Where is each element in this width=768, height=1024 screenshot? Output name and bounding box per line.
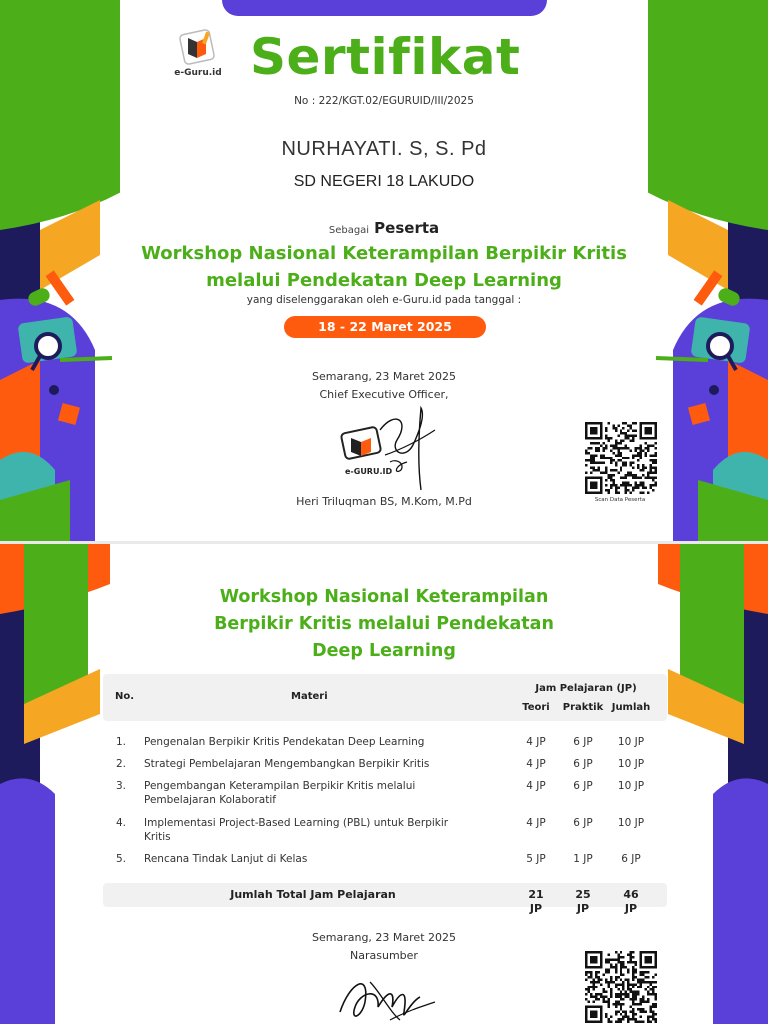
qr-code-icon[interactable] [585, 422, 657, 494]
row-praktik: 6 JP [573, 758, 593, 770]
header-materi: Materi [291, 691, 328, 702]
row-teori: 4 JP [526, 817, 546, 829]
header-jumlah: Jumlah [611, 702, 651, 713]
row-teori: 4 JP [526, 758, 546, 770]
row-teori: 4 JP [526, 780, 546, 792]
row-materi: Pengembangan Keterampilan Berpikir Kritis melalui Pembelajaran Kolaboratif [144, 780, 416, 806]
header-praktik: Praktik [562, 702, 604, 713]
row-no: 1. [116, 736, 127, 748]
stamp-text: e-GURU.ID [345, 467, 393, 476]
header-no: No. [115, 691, 135, 702]
recipient-school: SD NEGERI 18 LAKUDO [293, 173, 475, 190]
curriculum-title: Workshop Nasional Keterampilan Berpikir Kritis melalui Pendekatan Deep Learning [214, 587, 554, 661]
qr-code-icon[interactable] [585, 951, 657, 1023]
row-praktik: 6 JP [573, 817, 593, 829]
book-logo-icon [168, 26, 228, 68]
certificate-number: No : 222/KGT.02/EGURUID/III/2025 [294, 95, 474, 107]
qr-label: Scan Data Peserta [594, 497, 646, 503]
row-jumlah: 10 JP [617, 736, 645, 748]
row-jumlah: 10 JP [617, 758, 645, 770]
row-praktik: 6 JP [573, 780, 593, 792]
speaker-role: Narasumber [350, 949, 418, 962]
certificate-title: Sertifikat [250, 28, 521, 86]
event-date-badge: 18 - 22 Maret 2025 [284, 316, 486, 338]
row-jumlah: 10 JP [617, 780, 645, 792]
event-title: Workshop Nasional Keterampilan Berpikir Kritis melalui Pendekatan Deep Learning [141, 243, 627, 291]
signer-name: Heri Triluqman BS, M.Kom, M.Pd [296, 495, 472, 508]
total-jumlah: 46 JP [623, 888, 639, 915]
organizer-line: yang diselenggarakan oleh e-Guru.id pada tanggal : [246, 294, 522, 306]
total-teori: 21 JP [528, 888, 544, 915]
row-materi: Strategi Pembelajaran Mengembangkan Berpikir Kritis [144, 758, 430, 770]
row-jumlah: 10 JP [617, 817, 645, 829]
row-teori: 5 JP [526, 853, 546, 865]
row-no: 4. [116, 817, 127, 829]
row-no: 5. [116, 853, 127, 865]
row-praktik: 6 JP [573, 736, 593, 748]
row-no: 3. [116, 780, 127, 792]
row-teori: 4 JP [526, 736, 546, 748]
top-tab-decoration [222, 0, 547, 16]
participant-role-line [0, 218, 768, 237]
table-header [103, 674, 667, 721]
left-border-decoration [0, 0, 120, 541]
row-materi: Rencana Tindak Lanjut di Kelas [144, 853, 308, 865]
total-row [103, 883, 667, 915]
speaker-signature [330, 962, 440, 1024]
role-prefix: Sebagai [328, 225, 370, 236]
row-materi: Implementasi Project-Based Learning (PBL) untuk Berpikir Kritis [144, 817, 449, 843]
curriculum-page [0, 544, 768, 1024]
row-materi: Pengenalan Berpikir Kritis Pendekatan Deep Learning [144, 736, 425, 748]
row-praktik: 1 JP [573, 853, 593, 865]
curriculum-place-date: Semarang, 23 Maret 2025 [312, 931, 456, 944]
recipient-name: NURHAYATI. S, S. Pd [281, 138, 487, 160]
issue-place-date: Semarang, 23 Maret 2025 [312, 370, 456, 383]
total-label: Jumlah Total Jam Pelajaran [230, 888, 396, 901]
row-no: 2. [116, 758, 127, 770]
role-label: Peserta [374, 219, 440, 237]
signer-role: Chief Executive Officer, [319, 388, 449, 401]
header-teori: Teori [522, 702, 550, 713]
ceo-signature-stamp [335, 400, 445, 492]
right-border-decoration [648, 0, 768, 541]
eguru-logo [168, 26, 228, 82]
header-jp: Jam Pelajaran (JP) [535, 683, 637, 694]
row-jumlah: 6 JP [621, 853, 641, 865]
total-praktik: 25 JP [575, 888, 591, 915]
logo-text: e-Guru.id [174, 68, 222, 78]
